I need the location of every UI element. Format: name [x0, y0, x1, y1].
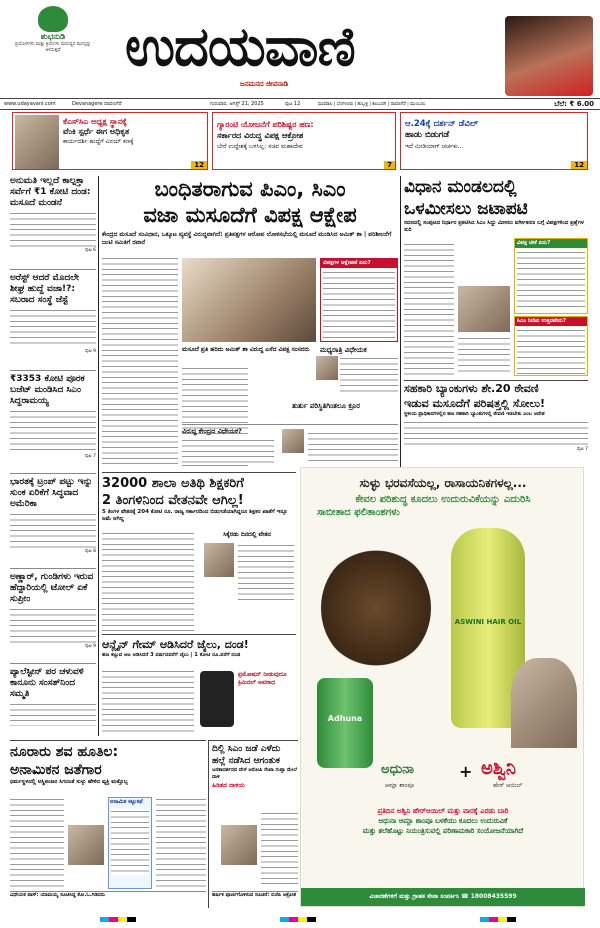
box-title: ಹಿಡಿತದ ದಾಳಿಯ	[212, 782, 245, 789]
tree-icon	[38, 6, 68, 32]
teaser-guarantee[interactable]	[212, 112, 396, 170]
ad-contact: ವಿಚಾರಣೆಗಳಿಗೆ ಮತ್ತು ಗ್ರಾಹಕ ಸೇವಾ ಸಂಪರ್ಕಿಸಿ ☎ 18008435599	[301, 888, 585, 906]
column-divider	[98, 176, 99, 736]
box-title: ಅನಾಮಿಕ ಕಟ್ಟುಕಥೆ	[110, 799, 143, 805]
assembly-deck: ಸದನದಲ್ಲಿ ಸಂಪುಟದ ನಿರ್ಧಾರ ಪ್ರಕಟಿಸಿದ ಸಿಎಂ ಸಿದ್ದು ಮೀಸಲು ವರ್ಗೀಕರಣ ಬಗ್ಗೆ ವಿಪಕ್ಷಗಳಿಂದ ಪ್ರಶ್ನೆಗಳ ಸುರಿ	[404, 220, 584, 233]
cm-photo	[458, 286, 510, 332]
teaser-page-number: 12	[191, 161, 207, 169]
box-title: ತುರ್ತು ಪರಿಸ್ಥಿತಿಗಿಂತಲೂ ಕ್ರೂರ	[292, 402, 360, 410]
cm-answer-box	[514, 316, 588, 376]
ad-footer-line: ಅಧುನಾ ಆಮ್ಲಾ ಶಾಂಪೂ ಬಳಕೆಯು ಕೂದಲು ಉದುರುವಿಕೆ	[378, 817, 508, 825]
skeleton-story[interactable]	[10, 740, 206, 908]
ad-subhead2: ಸಾಬೀತಾದ ಫಲಿತಾಂಶಗಳು	[317, 507, 400, 518]
page-ref: ಪುಟ 9	[85, 644, 96, 649]
delhi-cm-photo	[221, 825, 257, 865]
left-column	[10, 176, 96, 736]
site-url: www.udayavani.com	[4, 101, 56, 107]
lead-box-midnight	[252, 346, 398, 402]
ad-footer-line: ಮತ್ತು ತಲೆಹೊಟ್ಟು ನಿಯಂತ್ರಿಸುವಲ್ಲಿ ಪರಿಣಾಮಕಾರಿ ಸಂಯೋಜನೆಯಾಗಿದೆ	[362, 827, 524, 835]
ad-footer-line: ಪ್ರತಿದಿನ ಅಶ್ವಿನಿ ಹೇರ್‌ಆಯಿಲ್ ಮತ್ತು ವಾರಕ್ಕೆ ಎರಡು ಬಾರಿ	[377, 807, 509, 815]
assembly-story[interactable]	[404, 176, 588, 378]
teaser-line: ವೆಂಕಿ ಸ್ಪರ್ಧೆ ಈಗ ಅಧಿಕೃತ	[63, 127, 130, 136]
teaser-line: ಗ್ಯಾರಂಟಿ ಯೋಜನೆಗೆ ಪರಿಶಿಷ್ಟರ ಹಣ:	[217, 120, 314, 129]
edition: Devanagere ದಾವಣಗೆರೆ	[72, 101, 122, 107]
left-story[interactable]	[10, 667, 96, 731]
lead-headline-line1: ಬಂಧಿತರಾಗುವ ಪಿಎಂ, ಸಿಎಂ	[154, 177, 346, 201]
brand1-sub: ಆಮ್ಲಾ ಶಾಂಪೂ	[385, 782, 414, 789]
ad-subhead: ಕೇವಲ ಪರಿಶುದ್ಧ ಕೂದಲು ಉದುರುವಿಕೆಯನ್ನು ಎದುರಿಸಿ	[355, 494, 531, 505]
lead-box-emergency	[252, 402, 398, 424]
masthead	[0, 0, 600, 96]
cities: ಮಣಿಪಾಲ | ಬೆಂಗಳೂರು | ಹುಬ್ಬಳ್ಳಿ | ಕಲಬುರಗಿ | ದಾವಣಗೆರೆ | ಮುಂಬಯಿ	[318, 102, 426, 107]
teachers-headline-line1: 32000 ಶಾಲಾ ಅತಿಥಿ ಶಿಕ್ಷಕರಿಗೆ	[102, 476, 244, 491]
box-title: ಮಧ್ಯರಾತ್ರಿ ವಿಧೇಯಕ	[320, 346, 367, 354]
teaser-line: ಕೆಎಸ್‌ಸಿಎ ಅಧ್ಯಕ್ಷ ಸ್ಥಾನಕ್ಕೆ	[63, 117, 127, 126]
delhi-strip: ಹರ್ಷಿಕ ಪೂರ್ಣಗೊಳಿಸುವ ಸೂಚನೆ: ಬಿಜೆಪಿ ಆಕ್ರೋಶ	[212, 891, 298, 899]
skeleton-headline-line1: ನೂರಾರು ಶವ ಹೂತಿಲ:	[10, 744, 119, 760]
comb-icon	[321, 548, 431, 668]
page-ref: ಪುಟ 7	[577, 446, 588, 452]
game-headline: ಆನ್ಲೈನ್ ಗೇಮ್ ಆಡಿಸಿದರೆ ಜೈಲು, ದಂಡ!	[102, 638, 249, 651]
skeleton-strip: ವಿಧೇಯಕ ಪಾಸ್: ಯಾಮಯ್ಯ ಸೂಚಿಸಿದ್ದ ಕೋ.ಓ.ಗಿಡಿದರು	[10, 891, 206, 899]
skeleton-deck: ಧರ್ಮಸ್ಥಳದಲ್ಲಿ ಅಸ್ಥಿಪಂಜರ ಸಿಗದಂತೆ ಸುಳ್ಳು ಹೇಳಿದ ವ್ಯಕ್ತಿ ಮತ್ತೊಬ್ಬ	[10, 779, 128, 785]
print-registration-bar	[0, 912, 600, 928]
left-story[interactable]	[10, 374, 96, 474]
accused-photo	[68, 825, 104, 865]
shampoo-label: Adhuna	[327, 714, 363, 723]
official-photo	[204, 543, 234, 577]
left-story[interactable]	[10, 273, 96, 371]
teaser-darshan[interactable]	[400, 112, 588, 170]
page-count: ಪುಟ 12	[285, 101, 301, 107]
teachers-headline-line2: 2 ತಿಂಗಳಿನಿಂದ ವೇತನವೇ ಆಗಿಲ್ಲ!	[102, 493, 244, 508]
box-title: ಸಿಎಂ ನೀಡಿದ ಉತ್ತರವೇನು?	[515, 317, 587, 326]
delhi-headline-line2: ಹಲ್ಲೆ ನಡೆಸಿದ ಆಗಂತುಕ	[212, 756, 280, 766]
masthead-tagline: ಜನಮನದ ಜೀವನಾಡಿ	[240, 80, 289, 88]
delhi-cm-story[interactable]	[208, 740, 298, 908]
teachers-story[interactable]	[102, 472, 296, 632]
ad-footer	[309, 806, 577, 836]
date-bar	[0, 98, 600, 110]
bank-headline-line1: ಸಹಕಾರಿ ಬ್ಯಾಂಕುಗಳು ಶೇ.20 ಠೇವಣಿ	[404, 382, 539, 395]
left-logo-lines: ಪ್ರಯೋಗಗಳು ಮತ್ತು ಕ್ರಿಯೆಗಳು ಮನುಷ್ಯನ ಮನಸ್ಸನ್ನು ಆಳಸುತ್ತವೆ	[15, 42, 91, 53]
masthead-actor-photo	[505, 16, 593, 96]
column-divider	[400, 176, 401, 468]
masthead-title: ಉದಯವಾಣಿ	[125, 14, 355, 78]
game-deck: ಹಣ ಕಟ್ಟುವ ಆಟ ಆಡಿಸಿದರೆ 3 ವರ್ಷದವರೆಗೆ ಜೈಲು | 1 ಕೋಟಿ ರೂ.ವರೆಗೆ ದಂಡ	[102, 652, 241, 658]
mp-photo	[316, 356, 338, 380]
left-story[interactable]	[10, 572, 96, 664]
box-title: ಸಿಕ್ಕೆರಡು ದಿನದಲ್ಲಿ ವೇತನ	[223, 531, 271, 538]
teaser-photo	[15, 115, 59, 169]
mp2-photo	[282, 429, 304, 453]
left-story-headline: ಅನುಮತಿ ಇಲ್ಲದೆ ಕಾಲ್ಪಕ್ತಾ ಸರ್ವೆಗೆ ₹1 ಕೋಟಿ ದಂಡ: ಮಸೂದೆ ಮಂಡನೆ	[10, 176, 91, 208]
lead-story[interactable]	[102, 176, 398, 470]
bank-headline-line2: ಇಡುವ ಮಸೂದೆಗೆ ಪರಿಷತ್ತಲ್ಲಿ ಸೋಲು!	[404, 397, 545, 410]
left-logo	[8, 6, 98, 92]
date: ಗುರುವಾರ, ಆಗಸ್ಟ್ 21, 2025	[210, 101, 264, 107]
aswini-advertisement[interactable]	[300, 467, 584, 907]
delhi-deck: ಜನತಾದರ್ಶನದ ವೇಳೆ ಆರೋಪಿ ರೇಖಾ ಗುಪ್ತಾ ಮೇಲೆ ದಾಳಿ	[212, 767, 297, 780]
assembly-headline-line1: ವಿಧಾನ ಮಂಡಲದಲ್ಲಿ	[404, 177, 517, 197]
phone-icon	[200, 671, 234, 727]
price: ಬೆಲೆ: ₹ 6.00	[554, 100, 594, 108]
teaser-line: ಕಾರ್ಯದರ್ಶಿ ಹುದ್ದೆಗೆ ವಿನಯ್ ಕಣಕ್ಕೆ	[63, 138, 134, 145]
bottle-label: ASWINI HAIR OIL	[454, 618, 522, 626]
page-ref: ಪುಟ 7	[85, 454, 96, 459]
lead-deck: ಕೇಂದ್ರದ ಮಸೂದೆ ಸಂವಿಧಾನ, ಒಕ್ಕೂಟ ವ್ಯವಸ್ಥೆ ವಿರುದ್ಧವಾಗಿದೆ: ಪ್ರತಿಪಕ್ಷಗಳ ಆರೋಪ ಲೋಕಸಭೆಯಲ್ಲಿ ಮಸೂದೆ ಮಂಡಿಸಿದ ಅಮಿತ್ ಶಾ | ಪರಿಶೀಲನೆಗೆ ಜಂಟಿ ಸಮಿತಿಗೆ ರವಾನೆ	[102, 231, 392, 246]
page-ref: ಪುಟ 8	[85, 549, 96, 554]
game-side-label: ಪ್ರಮೋಷನ್ ನೀಡುವುದೂ ಕ್ರಿಮಿನಲ್ ಅಪರಾಧ	[238, 671, 287, 686]
skeleton-box	[108, 797, 152, 889]
lead-headline-line2: ವಜಾ ಮಸೂದೆಗೆ ವಿಪಕ್ಷ ಆಕ್ಷೇಪ	[143, 203, 357, 227]
plus-sign: +	[459, 762, 473, 781]
page-ref: ಪುಟ 9	[85, 349, 96, 354]
left-story-headline: ಅರೆಸ್ಟ್ ಆದರೆ ಮೊದಲೇ ಶೀಘ್ರ ಹುದ್ದೆ ವಜಾ!?: ಸಬರಾದ ಸಂಸ್ಥೆ ಜೆಸ್ಟೆ	[10, 273, 80, 305]
teaser-line: ಆ.24ಕ್ಕೆ ದರ್ಶನ್ ಡೆವಿಲ್	[405, 119, 479, 129]
box-title: ವಿರುದ್ಧ ಕೇಂದ್ರದ ವಿಧೇಯಕ?	[182, 427, 242, 435]
teaser-page-number: 12	[571, 161, 587, 169]
left-logo-label: ಶುಭನುಡಿ	[40, 32, 66, 41]
left-story-headline: ₹3353 ಕೋಟಿ ಪೂರಕ ಬಜೆಟ್ ಮಂಡಿಸಿದ ಸಿಎಂ ಸಿದ್ದರಾಮಯ್ಯ	[10, 374, 85, 406]
ad-headline: ಸುಳ್ಳು ಭರವಸೆಯಲ್ಲ, ರಾಸಾಯನಿಕಗಳಲ್ಲ...	[359, 476, 527, 490]
bank-story[interactable]	[404, 380, 588, 466]
teaser-line: ಹಾಡು ಬಿಡುಗಡೆ	[405, 130, 450, 140]
teachers-quote-box	[198, 531, 296, 631]
delhi-headline-line1: ದಿಲ್ಲಿ ಸಿಎಂ ಜಡೆ ಎಳೆದು	[212, 744, 281, 754]
teaser-page-number: 7	[384, 161, 395, 169]
teachers-deck: 5 ತಿಂಗಳ ವೇತನಕ್ಕೆ 204 ಕೋಟಿ ರೂ. ರಾಜ್ಯ ಸರ್ಕಾರದಿಂದ ಬಿಡುಗಡೆಯಾಗಿದ್ದರೂ ಶಿಕ್ಷಕರ ಖಾತೆಗೆ ಇನ್ನೂ ಜಮೆ ಆಗಿಲ್ಲ	[102, 509, 288, 522]
left-story-headline: ಅಣ್ಣಾರ್, ಗುಂಡಿಗಳು ಇರುವ ಹೆದ್ದಾರಿಯಲ್ಲಿ ಟೋಲ್ ಏಕೆ ಸುಪ್ರೀಂ	[10, 572, 94, 604]
brand2-sub: ಹೇರ್ ಆಯಿಲ್	[493, 782, 523, 789]
lead-box-central	[182, 424, 398, 468]
teaser-line: ಬೇರೆ ಉದ್ದೇಶಕ್ಕೆ ಬಳಸಿಲ್ಲ: ಸಚಿವ ಮಹಾದೇವ	[217, 143, 303, 150]
brand2: ಅಶ್ವಿನಿ	[481, 758, 516, 779]
page-ref: ಪುಟ 6	[85, 248, 96, 253]
left-story-headline: ಪ್ಯಾಲೆಸ್ಟೀನ್ ಪರ ಚಳುವಳಿ ಕಾನೂನು ಸಂಸತ್‌ನಿಂದ ಸಮ್ಮತಿ	[10, 667, 84, 699]
lead-box-objections	[320, 258, 398, 342]
bank-deck: ಸ್ಥಳೀಯ ಪ್ರಾಧಿಕಾರಗಳಲ್ಲಿನ ಹಣ ಸಹಕಾರಿ ಬ್ಯಾಂಕುಗಳಲ್ಲಿ ಠೇವಣಿ ಇಡಬೇಕು ಎಂಬ ಆದೇಶ	[404, 411, 545, 417]
model-photo	[511, 658, 577, 748]
lead-photo-caption: ಮಸೂದೆ ಪ್ರತಿ ಹರಿದು ಅಮಿತ್ ಶಾ ವಿರುದ್ಧ ಎಸೆದ ವಿಪಕ್ಷ ಸಂಸದರು	[182, 346, 310, 353]
box-title: ವಿಪಕ್ಷಗಳ ಆಕ್ಷೇಪಣೆ ಏನು?	[321, 259, 397, 268]
teaser-ksca[interactable]	[12, 112, 208, 170]
left-story[interactable]	[10, 477, 96, 569]
opposition-box	[514, 238, 588, 314]
box-title: ವಿಪಕ್ಷ ಟೀಕೆ ಏನು?	[515, 239, 587, 248]
teaser-line: ಇದೆ ಮೀಡಿಯಾಗ್ ಚರ್ಚಕು...	[405, 143, 464, 150]
shampoo-bottle	[317, 678, 373, 768]
left-story-headline: ಭಾರತಕ್ಕೆ ಟ್ರಂಪ್ ಪಟ್ಟು ಇನ್ನು ಸುಂಕ ಏರಿಕೆಗೆ ಸಿದ್ಧವಾದ ಅಮೆರಿಕಾ	[10, 477, 93, 509]
online-game-story[interactable]	[102, 634, 296, 734]
skeleton-headline-line2: ಅನಾಮಿಕನ ಜತೆಗಾರ	[10, 762, 102, 778]
left-story[interactable]	[10, 176, 96, 270]
assembly-headline-line2: ಒಳಮೀಸಲು ಜಟಾಪಟಿ	[404, 199, 528, 219]
teaser-line: ಸರ್ಕಾರದ ವಿರುದ್ಧ ವಿಪಕ್ಷ ಆಕ್ರೋಶ	[217, 131, 304, 140]
brand1: ಅಧುನಾ	[381, 762, 414, 777]
lead-photo	[182, 258, 316, 342]
